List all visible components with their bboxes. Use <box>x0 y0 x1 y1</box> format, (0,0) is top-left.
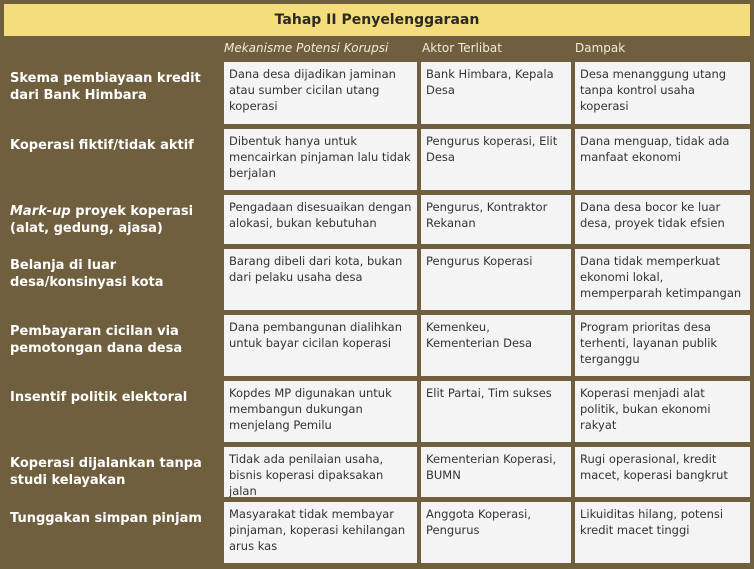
row-category: Tunggakan simpan pinjam <box>10 511 202 526</box>
table-row <box>0 249 754 310</box>
row-category-rest: proyek koperasi (alat, gedung, ajasa) <box>10 204 194 236</box>
table-row <box>0 381 754 442</box>
row-category-italic: Mark-up <box>10 204 71 219</box>
row-mechanism: Kopdes MP digunakan untuk membangun dukungan menjelang Pemilu <box>224 381 417 442</box>
table-row <box>0 447 754 497</box>
row-impact: Program prioritas desa terhenti, layanan publik terganggu <box>575 315 750 376</box>
table-row <box>0 62 754 124</box>
row-mechanism: Pengadaan disesuaikan dengan alokasi, bukan kebutuhan <box>224 195 417 244</box>
row-mechanism: Masyarakat tidak membayar pinjaman, koperasi kehilangan arus kas <box>224 502 417 563</box>
row-actor: Kemenkeu, Kementerian Desa <box>421 315 571 376</box>
row-mechanism: Dana desa dijadikan jaminan atau sumber cicilan utang koperasi <box>224 62 417 124</box>
row-impact: Rugi operasional, kredit macet, koperasi bangkrut <box>575 447 750 497</box>
header-impact: Dampak <box>575 41 626 55</box>
row-actor: Kementerian Koperasi, BUMN <box>421 447 571 497</box>
row-actor: Bank Himbara, Kepala Desa <box>421 62 571 124</box>
row-actor: Pengurus koperasi, Elit Desa <box>421 129 571 190</box>
row-category: Belanja di luar desa/konsinyasi kota <box>10 258 164 290</box>
row-category: Insentif politik elektoral <box>10 390 188 405</box>
row-impact: Dana tidak memperkuat ekonomi lokal, memperparah ketimpangan <box>575 249 750 310</box>
row-mechanism: Dibentuk hanya untuk mencairkan pinjaman lalu tidak berjalan <box>224 129 417 190</box>
row-mechanism: Dana pembangunan dialihkan untuk bayar cicilan koperasi <box>224 315 417 376</box>
table-row <box>0 129 754 190</box>
row-actor: Anggota Koperasi, Pengurus <box>421 502 571 563</box>
row-impact: Desa menanggung utang tanpa kontrol usaha koperasi <box>575 62 750 124</box>
table-row <box>0 315 754 376</box>
row-category: Pembayaran cicilan via pemotongan dana desa <box>10 324 183 356</box>
table-row <box>0 502 754 563</box>
table-row <box>0 195 754 244</box>
header-mechanism: Mekanisme Potensi Korupsi <box>224 41 389 55</box>
header-actor: Aktor Terlibat <box>422 41 502 55</box>
column-headers <box>0 38 754 60</box>
row-mechanism: Tidak ada penilaian usaha, bisnis koperasi dipaksakan jalan <box>224 447 417 497</box>
row-impact: Likuiditas hilang, potensi kredit macet tinggi <box>575 502 750 563</box>
row-category: Koperasi fiktif/tidak aktif <box>10 138 194 153</box>
row-mechanism: Barang dibeli dari kota, bukan dari pelaku usaha desa <box>224 249 417 310</box>
row-actor: Pengurus Koperasi <box>421 249 571 310</box>
row-actor: Elit Partai, Tim sukses <box>421 381 571 442</box>
row-impact: Dana desa bocor ke luar desa, proyek tidak efsien <box>575 195 750 244</box>
row-category: Koperasi dijalankan tanpa studi kelayakan <box>10 456 202 488</box>
row-category: Skema pembiayaan kredit dari Bank Himbara <box>10 71 201 103</box>
row-category <box>4 195 220 244</box>
row-impact: Koperasi menjadi alat politik, bukan ekonomi rakyat <box>575 381 750 442</box>
row-impact: Dana menguap, tidak ada manfaat ekonomi <box>575 129 750 190</box>
table-title: Tahap II Penyelenggaraan <box>4 4 750 36</box>
row-actor: Pengurus, Kontraktor Rekanan <box>421 195 571 244</box>
